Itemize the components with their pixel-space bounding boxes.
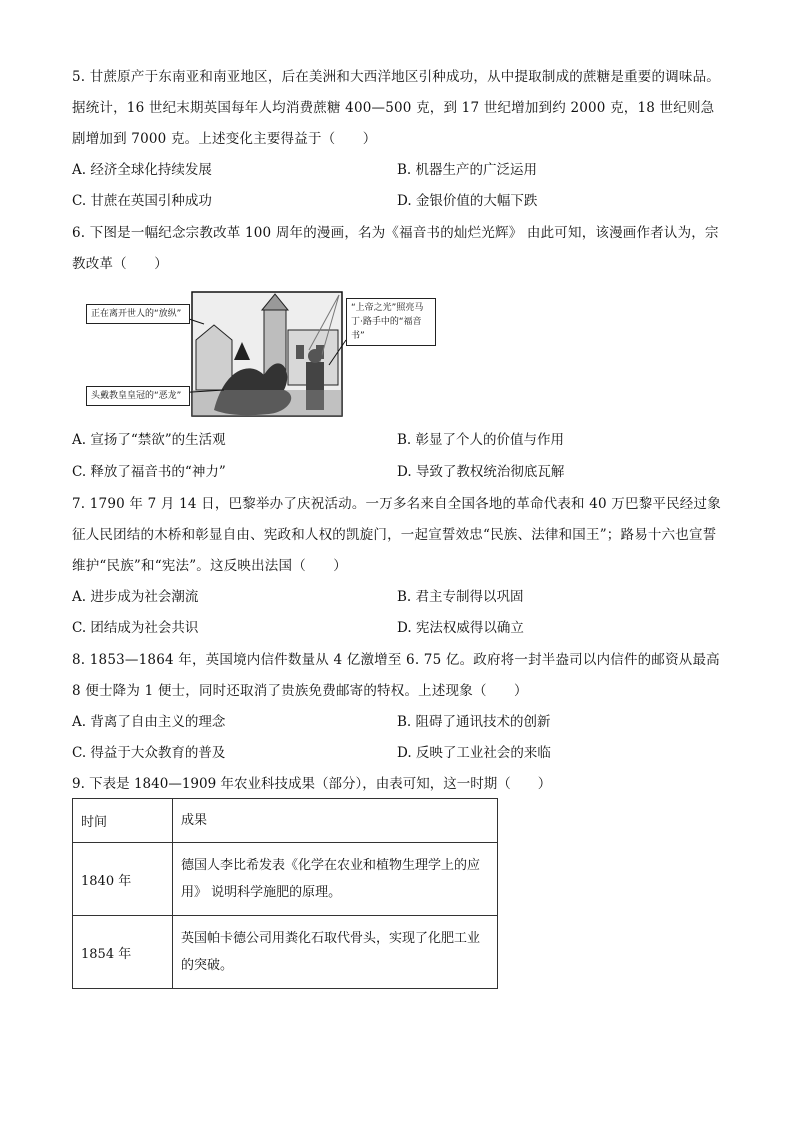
- q7-option-d: D. 宪法权威得以确立: [397, 620, 524, 636]
- q5-option-b: B. 机器生产的广泛运用: [397, 162, 538, 178]
- q8-option-a: A. 背离了自由主义的理念: [72, 714, 226, 730]
- table-header-result: 成果: [173, 799, 498, 843]
- q5-option-a: A. 经济全球化持续发展: [72, 162, 212, 178]
- q6-option-d: D. 导致了教权统治彻底瓦解: [397, 464, 565, 480]
- table-cell-time: 1854 年: [73, 916, 173, 989]
- q7-option-c: C. 团结成为社会共识: [72, 620, 199, 636]
- q6-option-c: C. 释放了福音书的“神力”: [72, 464, 226, 480]
- cartoon-label-indulgence: 正在离开世人的“放纵”: [86, 304, 190, 324]
- q8-option-d: D. 反映了工业社会的来临: [397, 745, 551, 761]
- q8-option-c: C. 得益于大众教育的普及: [72, 745, 226, 761]
- q7-option-b: B. 君主专制得以巩固: [397, 589, 524, 605]
- q7-option-a: A. 进步成为社会潮流: [72, 589, 199, 605]
- table-cell-result: 德国人李比希发表《化学在农业和植物生理学上的应用》 说明科学施肥的原理。: [173, 843, 498, 916]
- table-row: [73, 843, 498, 916]
- q6-option-b: B. 彰显了个人的价值与作用: [397, 432, 565, 448]
- q8-option-b: B. 阻碍了通讯技术的创新: [397, 714, 551, 730]
- table-cell-time: 1840 年: [73, 843, 173, 916]
- cartoon-label-gospel: “上帝之光”照亮马丁·路手中的“福音书”: [346, 298, 436, 346]
- q9-stem: 9. 下表是 1840—1909 年农业科技成果（部分），由表可知，这一时期（ ）: [72, 776, 552, 792]
- cartoon-label-dragon: 头戴教皇皇冠的“恶龙”: [86, 386, 190, 406]
- q5-stem: 5. 甘蔗原产于东南亚和南亚地区，后在美洲和大西洋地区引种成功，从中提取制成的蔗糖是重要的调味品。据统计，16 世纪末期英国每年人均消费蔗糖 400—500 克，到 17 世纪增加到约 2000 克，18 世纪则急剧增加到 7000 克。上述变化主要得益于（ ）: [72, 69, 720, 147]
- q5-option-d: D. 金银价值的大幅下跌: [397, 193, 538, 209]
- q9-table: [72, 798, 498, 989]
- q6-option-a: A. 宣扬了“禁欲”的生活观: [72, 432, 226, 448]
- table-row: [73, 916, 498, 989]
- q6-stem: 6. 下图是一幅纪念宗教改革 100 周年的漫画，名为《福音书的灿烂光辉》 由此可知，该漫画作者认为，宗教改革（ ）: [72, 225, 719, 272]
- q6-cartoon: [84, 290, 439, 420]
- table-cell-result: 英国帕卡德公司用粪化石取代骨头，实现了化肥工业的突破。: [173, 916, 498, 989]
- table-header-time: 时间: [73, 799, 173, 843]
- q7-stem: 7. 1790 年 7 月 14 日，巴黎举办了庆祝活动。一万多名来自全国各地的革命代表和 40 万巴黎平民经过象征人民团结的木桥和彰显自由、宪政和人权的凯旋门，一起宣誓效忠“民族、法律和国王”；路易十六也宣誓维护“民族”和“宪法”。这反映出法国（ ）: [72, 496, 721, 574]
- q5-option-c: C. 甘蔗在英国引种成功: [72, 193, 212, 209]
- q8-stem: 8. 1853—1864 年，英国境内信件数量从 4 亿激增至 6. 75 亿。政府将一封半盎司以内信件的邮资从最高 8 便士降为 1 便士，同时还取消了贵族免费邮寄的特权。上述现象（ ）: [72, 652, 720, 699]
- table-header-row: [73, 799, 498, 843]
